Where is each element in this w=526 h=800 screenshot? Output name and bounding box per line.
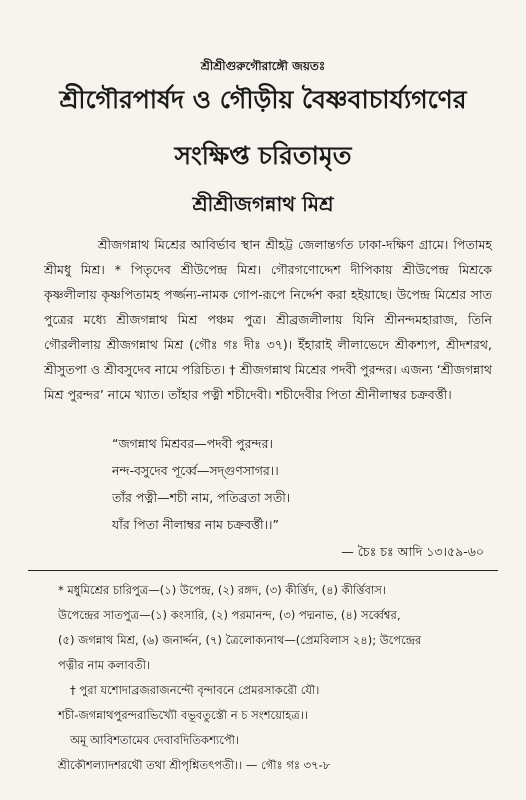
footnote-line: শচী-জগন্নাথপুরন্দরাভিখ্যৌ বভূবতুস্তৌ ন চ সংশয়োহত্র।। [58,708,308,722]
verse-line: “জগন্নাথ মিশ্রবর—পদবী পুরন্দর। [112,436,273,451]
section-heading: শ্রীশ্রীজগন্নাথ মিশ্র [192,192,334,216]
body-paragraph: শ্রীজগন্নাথ মিশ্রের আবির্ভাব স্থান শ্রীহট্ট জেলান্তর্গত ঢাকা-দক্ষিণ গ্রামে। পিতামহ শ্রীমধু মিশ্র। * পিতৃদেব শ্রীউপেন্দ্র মিশ্র। গৌরগণোদ্দেশ দীপিকায় শ্রীউপেন্দ্র মিশ্রকে কৃষ্ণলীলায় কৃষ্ণপিতামহ পর্জ্জন্য-নামক গোপ-রূপে নির্দ্দেশ করা হইয়াছে। উপেন্দ্র মিশ্রের সাত পুত্রের মধ্যে শ্রীজগন্নাথ মিশ্র পঞ্চম পুত্র। শ্রীব্রজলীলায় যিনি শ্রীনন্দমহারাজ, তিনি গৌরলীলায় শ্রীজগন্নাথ মিশ্র (গৌঃ গঃ দীঃ ৩৭)। ইঁহারাই লীলাভেদে শ্রীকশ্যপ, শ্রীদশরথ, শ্রীসুতপা ও শ্রীবসুদেব নামে পরিচিত। † শ্রীজগন্নাথ মিশ্রের পদবী পুরন্দর। এজন্য ‘শ্রীজগন্নাথ মিশ্র পুরন্দর’ নামে খ্যাত। তাঁহার পত্নী শচীদেবী। শচীদেবীর পিতা শ্রীনীলাম্বর চক্রবর্ত্তী। [44,237,492,402]
footnote-line: উপেন্দ্রের সাতপুত্র—(১) কংসারি, (২) পরমানন্দ, (৩) পদ্মনাভ, (৪) সর্ব্বেশ্বর, [58,608,401,622]
verse-reference: — চৈঃ চঃ আদি ১৩।৫৯-৬০ [341,544,484,559]
footnote-line: (৫) জগন্নাথ মিশ্র, (৬) জনার্দ্দন, (৭) ত্রৈলোক্যনাথ—(প্রেমবিলাস ২৪); উপেন্দ্রের [58,633,422,647]
footnote-line: † পুরা যশোদাব্রজরাজনন্দৌ বৃন্দাবনে প্রেমরসাকরৌ যৌ। [70,683,320,697]
verse-line: যাঁর পিতা নীলাম্বর নাম চক্রবর্ত্তী।।” [112,517,279,532]
invocation-line: শ্রীশ্রীগুরুগৌরাঙ্গৌ জয়তঃ [200,59,326,73]
page-title-line-1: শ্রীগৌরপার্ষদ ও গৌড়ীয় বৈষ্ণবাচার্য্যগণের [59,85,467,114]
verse-line: তাঁর পত্নী—শচী নাম, পতিব্রতা সতী। [112,490,291,505]
page-title-line-2: সংক্ষিপ্ত চরিতামৃত [174,141,352,170]
footnotes [58,578,490,778]
verse-block [112,430,492,538]
footnote-line: পত্নীর নাম কলাবতী। [58,658,151,672]
verse-line: নন্দ-বসুদেব পূর্ব্বে—সদ্গুণসাগর।। [112,463,279,478]
footnote-line: অমূ আবিশতামেব দেবাবদিতিকশ্যপৌ। [70,733,240,747]
footnote-line: শ্রীকৌশল্যাদশরথৌ তথা শ্রীপৃশ্নিতৎপতী।। — গৌঃ গঃ ৩৭-৮ [58,758,331,772]
body-text [44,232,492,407]
footnote-divider [28,570,498,571]
footnote-line: * মধুমিশ্রের চারিপুত্র—(১) উপেন্দ্র, (২) রঙ্গদ, (৩) কীর্ত্তিদ, (৪) কীর্ত্তিবাস। [58,583,386,597]
bleed-through-shadow [200,24,470,54]
